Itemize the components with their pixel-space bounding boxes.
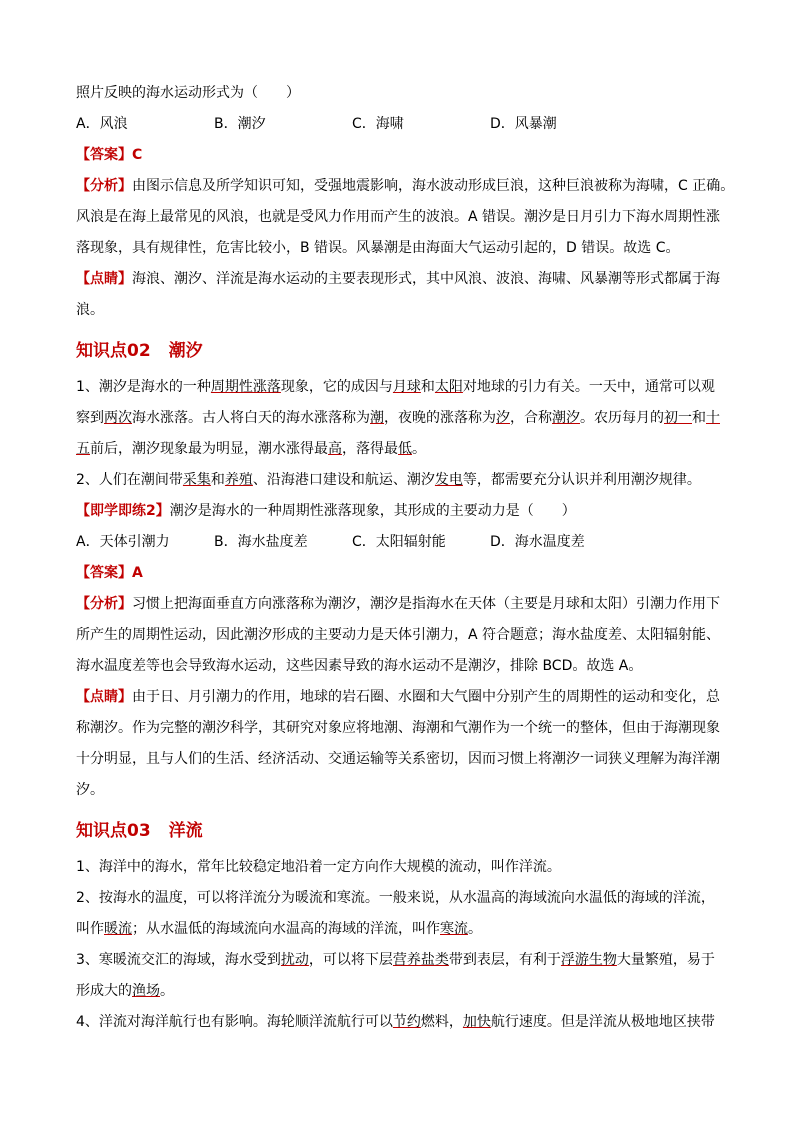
document-page bbox=[76, 78, 735, 1038]
section-heading-tides bbox=[76, 334, 724, 368]
practice-label: 【即学即练2】 bbox=[76, 503, 170, 519]
analysis-line: 习惯上把海面垂直方向涨落称为潮汐，潮汐是指海水在天体（主要是月球和太阳）引潮力作用下 bbox=[132, 596, 720, 612]
keyword: 渔场 bbox=[132, 983, 160, 999]
text: 2、按海水的温度，可以将洋流分为暖流和寒流。一般来说，从水温高的海域流向水温低的海域的洋流， bbox=[76, 890, 715, 906]
text: 。 bbox=[412, 441, 426, 457]
keyword: 太阳 bbox=[434, 379, 463, 395]
text: ；从水温低的海域流向水温高的海域的洋流，叫作 bbox=[132, 921, 440, 937]
currents-paragraph-4 bbox=[76, 1007, 724, 1038]
keyword: 两次 bbox=[104, 410, 132, 426]
q1-option-b: B．潮汐 bbox=[214, 116, 266, 132]
keyword: 采集 bbox=[182, 472, 211, 488]
text: ，合称 bbox=[510, 410, 552, 426]
keyword: 初一 bbox=[664, 410, 692, 426]
practice-tip bbox=[76, 682, 724, 806]
text: 、沿海港口建设和航运、潮汐 bbox=[252, 472, 435, 488]
keyword: 养殖 bbox=[224, 472, 253, 488]
text: 前后，潮汐现象最为明显，潮水涨得最 bbox=[90, 441, 328, 457]
keyword: 寒流 bbox=[440, 921, 468, 937]
text: 。农历每月的 bbox=[580, 410, 664, 426]
text: ，落得最 bbox=[342, 441, 398, 457]
keyword: 暖流 bbox=[104, 921, 132, 937]
tip-label: 【点睛】 bbox=[76, 271, 132, 287]
answer-label: 【答案】 bbox=[76, 565, 132, 581]
text: 。 bbox=[468, 921, 482, 937]
practice-stem: 潮汐是海水的一种周期性涨落现象，其形成的主要动力是（ ） bbox=[169, 503, 576, 519]
text: 察到 bbox=[76, 410, 104, 426]
currents-paragraph-1: 1、海洋中的海水，常年比较稳定地沿着一定方向作大规模的流动，叫作洋流。 bbox=[76, 859, 561, 875]
text: 形成大的 bbox=[76, 983, 132, 999]
section-number: 知识点02 bbox=[76, 341, 151, 361]
text: 2、人们在潮间带 bbox=[76, 472, 183, 488]
practice-options bbox=[76, 527, 724, 558]
q1-analysis bbox=[76, 171, 735, 264]
text: 带到表层，有利于 bbox=[448, 952, 561, 968]
text: 燃料， bbox=[420, 1014, 463, 1030]
analysis-line: 所产生的周期性运动，因此潮汐形成的主要动力是天体引潮力，A 符合题意；海水盐度差、太阳辐射能、 bbox=[76, 627, 721, 643]
text: ，夜晚的涨落称为 bbox=[384, 410, 496, 426]
q1-option-d: D．风暴潮 bbox=[490, 116, 557, 132]
practice-option-c: C．太阳辐射能 bbox=[352, 534, 446, 550]
analysis-line: 风浪是在海上最常见的风浪，也就是受风力作用而产生的波浪。A 错误。潮汐是日月引力下海水周期性涨 bbox=[76, 209, 721, 225]
keyword: 周期性涨落 bbox=[210, 379, 281, 395]
keyword: 节约 bbox=[392, 1014, 421, 1030]
keyword: 高 bbox=[328, 441, 342, 457]
tip-line: 汐。 bbox=[76, 782, 104, 798]
practice-option-d: D．海水温度差 bbox=[490, 534, 585, 550]
analysis-line: 落现象，具有规律性，危害比较小，B 错误。风暴潮是由海面大气运动引起的，D 错误。故选 C。 bbox=[76, 240, 680, 256]
text: 航行速度。但是洋流从极地地区挟带 bbox=[490, 1014, 715, 1030]
answer-value: C bbox=[132, 147, 143, 163]
practice-answer bbox=[76, 558, 724, 589]
keyword: 发电 bbox=[434, 472, 463, 488]
text: 等，都需要充分认识并利用潮汐规律。 bbox=[462, 472, 701, 488]
q1-stem: 照片反映的海水运动形式为（ ） bbox=[76, 85, 300, 101]
keyword: 汐 bbox=[496, 410, 510, 426]
analysis-label: 【分析】 bbox=[76, 178, 132, 194]
practice-question bbox=[76, 496, 724, 527]
tip-line: 海浪、潮汐、洋流是海水运动的主要表现形式，其中风浪、波浪、海啸、风暴潮等形式都属于海 bbox=[132, 271, 720, 287]
analysis-label: 【分析】 bbox=[76, 596, 132, 612]
currents-paragraph-2 bbox=[76, 883, 724, 945]
tides-paragraph-1 bbox=[76, 372, 724, 465]
text: 。 bbox=[160, 983, 174, 999]
q1-option-c: C．海啸 bbox=[352, 116, 404, 132]
section-title: 洋流 bbox=[168, 821, 203, 841]
practice-analysis bbox=[76, 589, 724, 682]
tides-paragraph-2 bbox=[76, 465, 724, 496]
tip-line: 称潮汐。作为完整的潮汐科学，其研究对象应将地潮、海潮和气潮作为一个统一的整体，但由于海潮现象 bbox=[76, 720, 720, 736]
tip-line: 由于日、月引潮力的作用，地球的岩石圈、水圈和大气圈中分别产生的周期性的运动和变化，总 bbox=[132, 689, 720, 705]
q1-tip bbox=[76, 264, 724, 326]
keyword: 月球 bbox=[392, 379, 421, 395]
currents-paragraph-3 bbox=[76, 945, 724, 1007]
keyword: 十 bbox=[706, 410, 720, 426]
text: 1、潮汐是海水的一种 bbox=[76, 379, 211, 395]
practice-option-a: A．天体引潮力 bbox=[76, 534, 170, 550]
keyword: 营养盐类 bbox=[392, 952, 449, 968]
text: ，可以将下层 bbox=[308, 952, 393, 968]
section-title: 潮汐 bbox=[168, 341, 203, 361]
keyword: 潮 bbox=[370, 410, 384, 426]
tip-line: 浪。 bbox=[76, 302, 104, 318]
keyword: 加快 bbox=[462, 1014, 491, 1030]
analysis-line: 海水温度差等也会导致海水运动，这些因素导致的海水运动不是潮汐，排除 BCD。故选 A。 bbox=[76, 658, 643, 674]
tip-line: 十分明显，且与人们的生活、经济活动、交通运输等关系密切，因而习惯上将潮汐一词狭义理解为海洋潮 bbox=[76, 751, 720, 767]
text: 3、寒暖流交汇的海域，海水受到 bbox=[76, 952, 281, 968]
section-heading-currents bbox=[76, 814, 724, 848]
q1-options bbox=[76, 109, 724, 140]
tip-label: 【点睛】 bbox=[76, 689, 132, 705]
analysis-line: 由图示信息及所学知识可知，受强地震影响，海水波动形成巨浪，这种巨浪被称为海啸，C 正确。 bbox=[132, 178, 735, 194]
keyword: 五 bbox=[76, 441, 90, 457]
text: 和 bbox=[210, 472, 225, 488]
keyword: 扰动 bbox=[280, 952, 309, 968]
text: 海水涨落。古人将白天的海水涨落称为 bbox=[132, 410, 370, 426]
text: 和 bbox=[692, 410, 706, 426]
keyword: 潮汐 bbox=[552, 410, 580, 426]
q1-answer bbox=[76, 140, 724, 171]
answer-value: A bbox=[132, 565, 143, 581]
text: 对地球的引力有关。一天中，通常可以观 bbox=[462, 379, 715, 395]
text: 大量繁殖，易于 bbox=[616, 952, 715, 968]
keyword: 低 bbox=[398, 441, 412, 457]
q1-option-a: A．风浪 bbox=[76, 116, 128, 132]
text: 现象，它的成因与 bbox=[280, 379, 393, 395]
text: 和 bbox=[420, 379, 435, 395]
keyword: 浮游生物 bbox=[560, 952, 617, 968]
text: 4、洋流对海洋航行也有影响。海轮顺洋流航行可以 bbox=[76, 1014, 393, 1030]
text: 叫作 bbox=[76, 921, 104, 937]
practice-option-b: B．海水盐度差 bbox=[214, 534, 308, 550]
answer-label: 【答案】 bbox=[76, 147, 132, 163]
section-number: 知识点03 bbox=[76, 821, 151, 841]
